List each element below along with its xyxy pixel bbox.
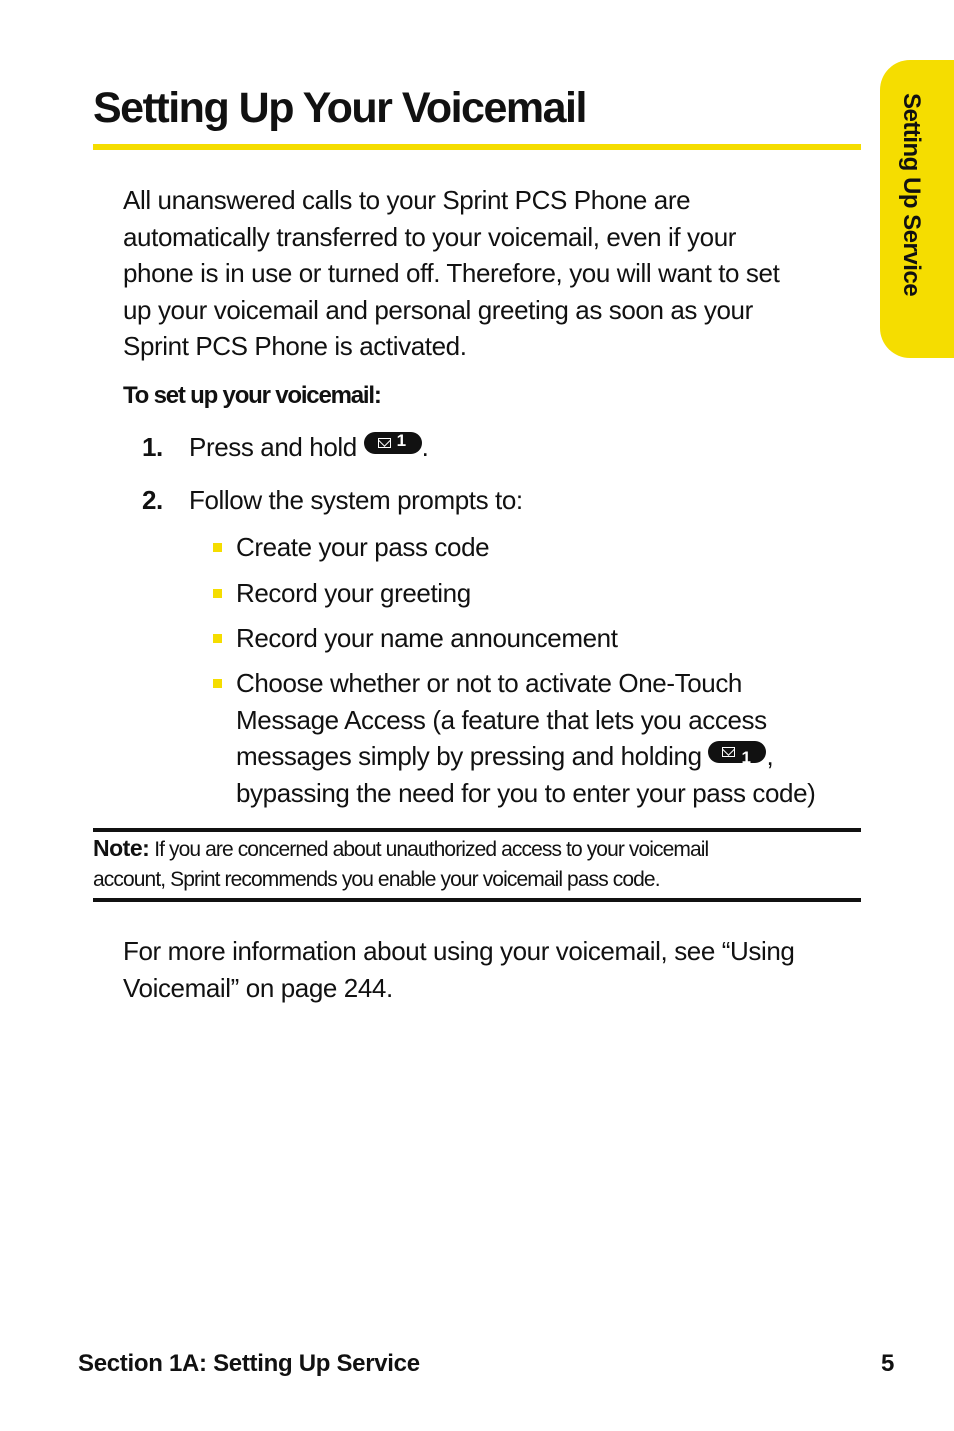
- step-2: [142, 485, 523, 516]
- more-info-line: Voicemail” on page 244.: [123, 973, 393, 1003]
- bullet-text-line: [236, 738, 815, 775]
- bullet-item: [236, 665, 815, 811]
- procedure-heading: To set up your voicemail:: [123, 382, 381, 409]
- bullet-text-line: Choose whether or not to activate One-Touch: [236, 668, 742, 698]
- intro-line: Sprint PCS Phone is activated.: [123, 331, 467, 362]
- step-text: Press and hold: [189, 432, 357, 462]
- bullet-square-icon: [213, 589, 222, 598]
- note-top-rule: [93, 828, 861, 832]
- step-punctuation: .: [421, 432, 429, 462]
- note-line: [93, 833, 861, 865]
- note-label: Note:: [93, 835, 150, 861]
- page-title: Setting Up Your Voicemail: [93, 84, 586, 132]
- step-1: [142, 431, 429, 463]
- bullet-punctuation: ,: [766, 741, 774, 772]
- voicemail-key-icon: [364, 432, 422, 454]
- intro-line: phone is in use or turned off. Therefore, you will want to set: [123, 258, 780, 289]
- bullet-text: Record your greeting: [236, 578, 471, 608]
- title-underline: [93, 144, 861, 150]
- bullet-text-line: bypassing the need for you to enter your pass code): [236, 777, 816, 808]
- step-text: Follow the system prompts to:: [189, 485, 523, 515]
- bullet-square-icon: [213, 679, 222, 688]
- key-digit: 1: [741, 748, 751, 768]
- page-number: 5: [881, 1350, 895, 1377]
- step-number: 1.: [142, 432, 163, 462]
- intro-line: All unanswered calls to your Sprint PCS Phone are: [123, 185, 691, 215]
- note-bottom-rule: [93, 898, 861, 902]
- intro-line: automatically transferred to your voicemail, even if your: [123, 221, 737, 252]
- note-line: account, Sprint recommends you enable your voicemail pass code.: [93, 868, 660, 891]
- footer-section-label: Section 1A: Setting Up Service: [78, 1350, 420, 1377]
- bullet-item: [236, 575, 471, 612]
- envelope-icon: [378, 438, 391, 448]
- intro-line: up your voicemail and personal greeting as soon as your: [123, 294, 753, 325]
- voicemail-key-icon: [708, 741, 766, 768]
- side-tab-label: Setting Up Service: [898, 93, 925, 297]
- bullet-text: Record your name announcement: [236, 623, 618, 653]
- more-info-line: For more information about using your voicemail, see “Using: [123, 936, 795, 966]
- bullet-text-line: Message Access (a feature that lets you access: [236, 704, 767, 735]
- step-number: 2.: [142, 485, 163, 515]
- envelope-icon: [722, 747, 735, 757]
- bullet-text: messages simply by pressing and holding: [236, 741, 702, 772]
- bullet-text: Create your pass code: [236, 532, 490, 562]
- note-text: If you are concerned about unauthorized access to your voicemail: [154, 838, 709, 861]
- bullet-square-icon: [213, 634, 222, 643]
- intro-paragraph: [123, 182, 843, 365]
- key-digit: 1: [396, 431, 406, 450]
- more-info-paragraph: [123, 933, 863, 1007]
- bullet-item: [236, 620, 618, 657]
- note-box: [93, 833, 861, 895]
- bullet-item: [236, 529, 489, 566]
- bullet-square-icon: [213, 543, 222, 552]
